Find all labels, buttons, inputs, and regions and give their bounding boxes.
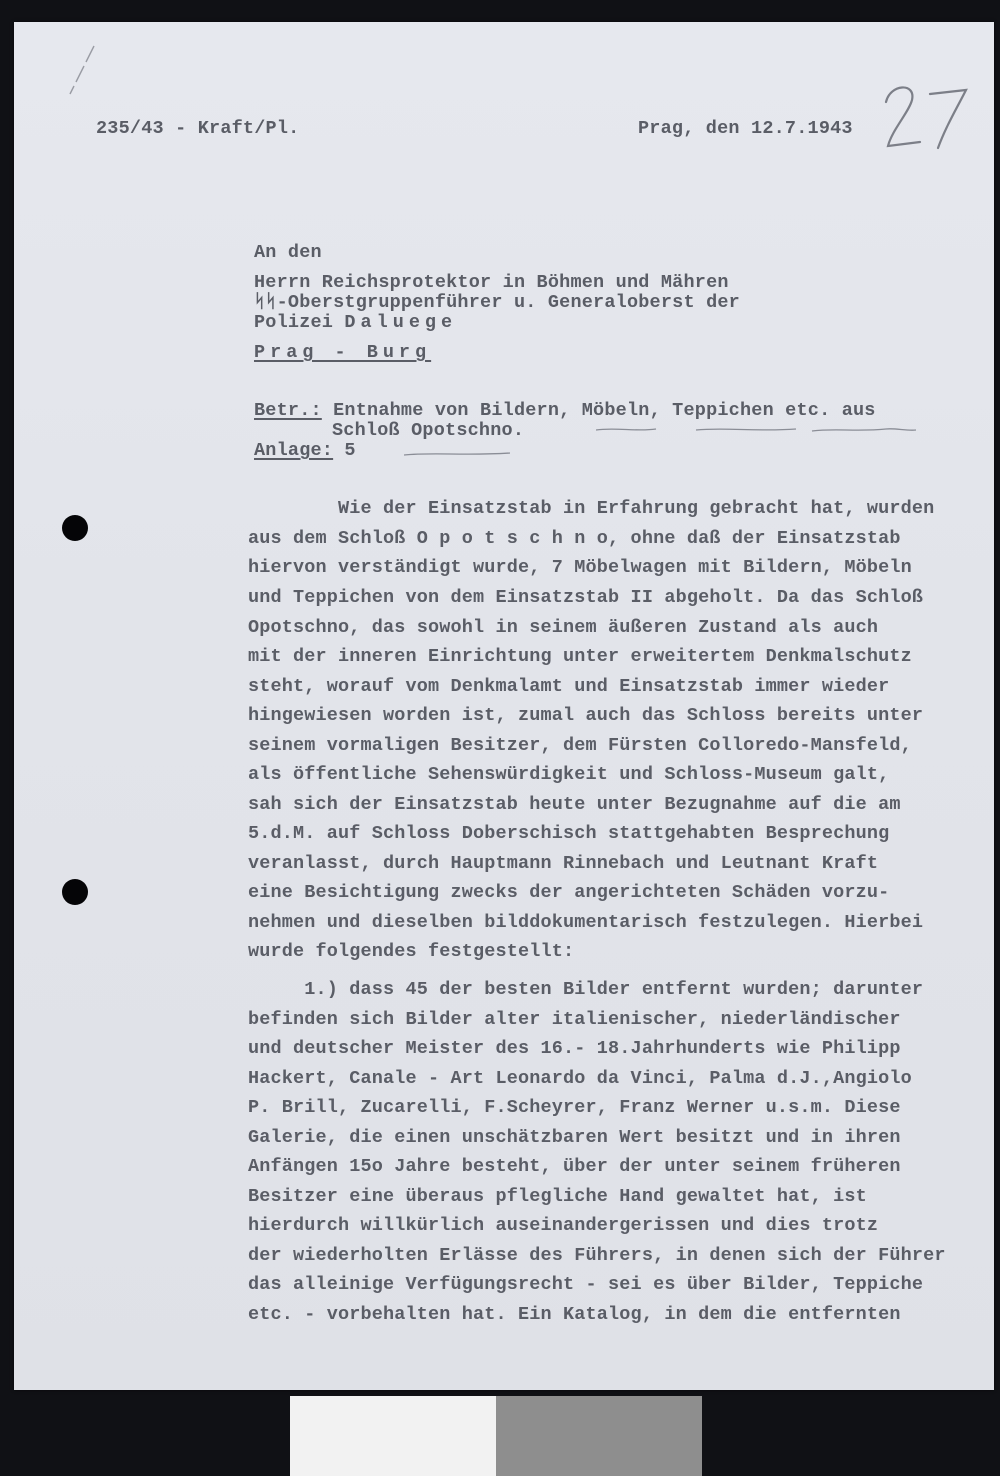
punch-hole-lower [62,879,88,905]
address-line-4 [254,314,457,333]
body-line-6: mit der inneren Einrichtung unter erweitertem Denkmalschutz [248,646,912,667]
body-line-23: Anfängen 15o Jahre besteht, über der unter seinem früheren [248,1156,901,1177]
pencil-mark [64,42,104,98]
body-line-5: Opotschno, das sowohl in seinem äußeren Zustand als auch [248,617,879,638]
subject-line-2: Schloß Opotschno. [332,420,525,441]
folio-number-handwritten [880,72,980,152]
addressee-name: Daluege [344,312,458,333]
reference-number: 235/43 - Kraft/Pl. [96,118,300,139]
address-line-2: Herrn Reichsprotektor in Böhmen und Mähren [254,272,729,293]
body-line-18: befinden sich Bilder alter italienischer, niederländischer [248,1009,901,1030]
body-line-9: seinem vormaligen Besitzer, dem Fürsten Colloredo-Mansfeld, [248,735,912,756]
body-line-19: und deutscher Meister des 16.- 18.Jahrhunderts wie Philipp [248,1038,901,1059]
body-line-27: das alleinige Verfügungsrecht - sei es über Bilder, Teppiche [248,1274,924,1295]
subject-line-1 [254,402,876,421]
calibration-swatch-gray [496,1396,702,1476]
body-line-4: und Teppichen von dem Einsatzstab II abgeholt. Da das Schloß [248,587,924,608]
body-line-10: als öffentliche Sehenswürdigkeit und Schloss-Museum galt, [248,764,890,785]
body-line-22: Galerie, die einen unschätzbaren Wert besitzt und in ihren [248,1127,901,1148]
body-line-28: etc. - vorbehalten hat. Ein Katalog, in dem die entfernten [248,1304,901,1325]
body-line-13: veranlasst, durch Hauptmann Rinnebach und Leutnant Kraft [248,853,879,874]
body-line-17: 1.) dass 45 der besten Bilder entfernt wurden; darunter [248,979,924,1000]
pencil-underline-1 [596,426,916,434]
body-line-26: der wiederholten Erlässe des Führers, in denen sich der Führer [248,1245,946,1266]
body-line-7: steht, worauf vom Denkmalamt und Einsatzstab immer wieder [248,676,890,697]
address-location: Prag - Burg [254,342,432,363]
body-line-16: wurde folgendes festgestellt: [248,941,575,962]
body-line-12: 5.d.M. auf Schloss Doberschisch stattgehabten Besprechung [248,823,890,844]
body-line-15: nehmen und dieselben bilddokumentarisch festzulegen. Hierbei [248,912,924,933]
enclosure-line [254,442,356,461]
pencil-underline-2 [404,450,510,458]
calibration-swatch-white [290,1396,496,1476]
subject-label: Betr.: [254,400,322,421]
place-date: Prag, den 12.7.1943 [638,118,853,139]
body-line-3: hiervon verständigt wurde, 7 Möbelwagen mit Bildern, Möbeln [248,557,912,578]
body-line-25: hierdurch willkürlich auseinandergerissen und dies trotz [248,1215,879,1236]
body-line-14: eine Besichtigung zwecks der angerichteten Schäden vorzu- [248,882,890,903]
punch-hole-upper [62,515,88,541]
subject-text-1: Entnahme von Bildern, Möbeln, Teppichen etc. aus [321,400,876,421]
enclosure-label: Anlage: [254,440,334,461]
body-line-11: sah sich der Einsatzstab heute unter Bezugnahme auf die am [248,794,901,815]
address-line-4-prefix: Polizei [254,312,345,333]
body-line-20: Hackert, Canale - Art Leonardo da Vinci, Palma d.J.,Angiolo [248,1068,912,1089]
address-line-1: An den [254,242,322,263]
body-line-8: hingewiesen worden ist, zumal auch das Schloss bereits unter [248,705,924,726]
body-line-24: Besitzer eine überaus pflegliche Hand gewaltet hat, ist [248,1186,867,1207]
body-line-21: P. Brill, Zucarelli, F.Scheyrer, Franz Werner u.s.m. Diese [248,1097,901,1118]
enclosure-value: 5 [333,440,356,461]
body-line-2: aus dem Schloß O p o t s c h n o, ohne daß der Einsatzstab [248,528,901,549]
address-line-3: ᛋᛋ-Oberstgruppenführer u. Generaloberst der [254,292,740,313]
body-line-1: Wie der Einsatzstab in Erfahrung gebracht hat, wurden [248,498,935,519]
